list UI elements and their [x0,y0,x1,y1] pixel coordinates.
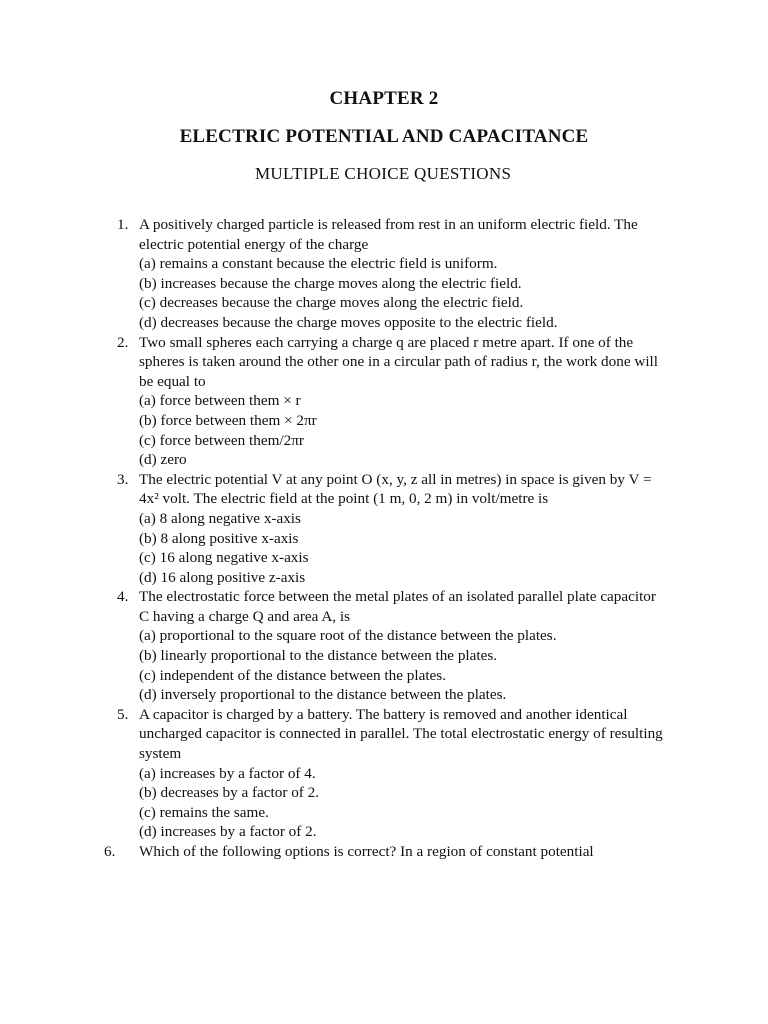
option-b: (b) decreases by a factor of 2. [139,784,320,802]
question-5 [0,705,768,842]
question-number: 5. [117,705,129,723]
option-a: (a) remains a constant because the electric field is uniform. [139,255,498,273]
option-d: (d) 16 along positive z-axis [139,568,306,586]
option-c: (c) independent of the distance between the plates. [139,666,446,684]
option-b: (b) increases because the charge moves along the electric field. [139,274,522,292]
question-stem: The electric potential V at any point O (x, y, z all in metres) in space is given by V = 4x² volt. The electric field at the point (1 m, 0, 2 m) in volt/metre is [139,470,652,508]
question-2 [0,333,768,470]
option-d: (d) zero [139,451,187,469]
chapter-heading: CHAPTER 2 [329,88,439,109]
question-number: 3. [117,470,129,488]
option-c: (c) remains the same. [139,803,269,821]
option-a: (a) 8 along negative x-axis [139,509,301,527]
question-stem: The electrostatic force between the metal plates of an isolated parallel plate capacitor C having a charge Q and area A, is [139,588,656,625]
option-d: (d) increases by a factor of 2. [139,823,317,841]
option-a: (a) increases by a factor of 4. [139,764,316,782]
question-1 [0,215,768,333]
question-6 [0,842,768,862]
option-b: (b) linearly proportional to the distance between the plates. [139,647,498,665]
section-subtitle: MULTIPLE CHOICE QUESTIONS [255,164,512,183]
option-a: (a) proportional to the square root of the distance between the plates. [139,627,557,645]
option-d: (d) inversely proportional to the distance between the plates. [139,686,507,704]
question-list [0,215,768,862]
chapter-title: ELECTRIC POTENTIAL AND CAPACITANCE [179,126,589,147]
option-b: (b) force between them × 2πr [139,411,317,429]
question-stem: A capacitor is charged by a battery. The battery is removed and another identical uncharged capacitor is connected in parallel. The total electrostatic energy of resulting system [139,705,663,763]
question-3 [0,470,768,588]
question-number: 6. [104,843,116,860]
question-4 [0,587,768,705]
option-c: (c) force between them/2πr [139,431,304,449]
question-number: 4. [117,588,129,606]
option-d: (d) decreases because the charge moves opposite to the electric field. [139,313,558,331]
option-c: (c) 16 along negative x-axis [139,549,309,567]
question-stem: Two small spheres each carrying a charge q are placed r metre apart. If one of the spheres is taken around the other one in a circular path of radius r, the work done will be equal to [139,333,658,390]
option-b: (b) 8 along positive x-axis [139,529,299,547]
option-c: (c) decreases because the charge moves along the electric field. [139,294,524,312]
option-a: (a) force between them × r [139,392,301,410]
question-stem: A positively charged particle is released from rest in an uniform electric field. The electric potential energy of the charge [139,216,638,253]
question-number: 2. [117,333,129,351]
question-number: 1. [117,216,129,233]
question-stem: Which of the following options is correct? In a region of constant potential [139,843,594,860]
